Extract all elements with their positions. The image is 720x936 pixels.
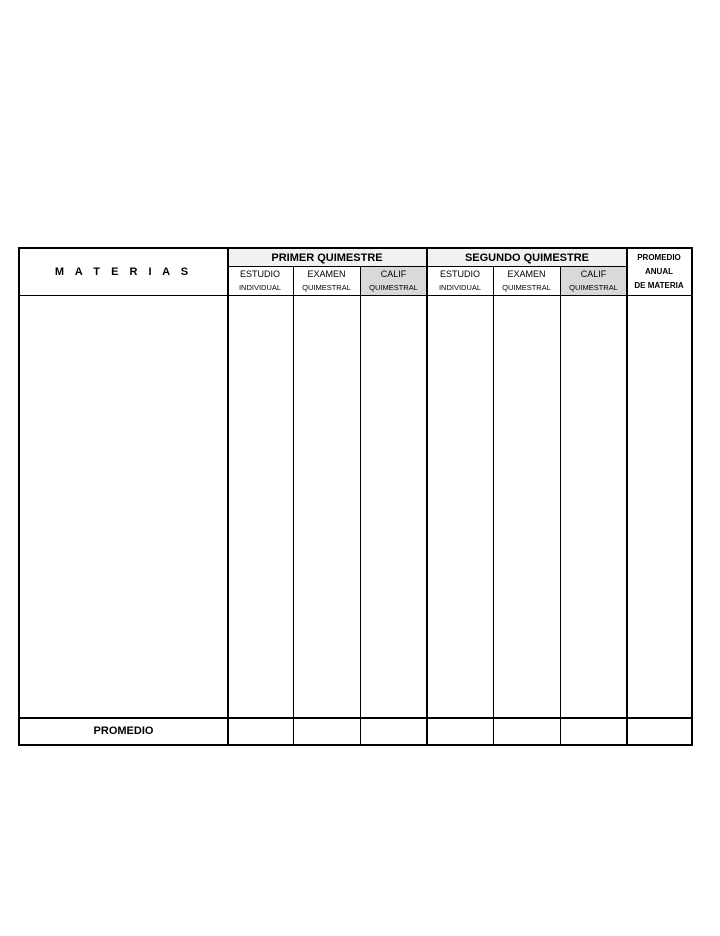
segundo-estudio-individual-header xyxy=(427,266,493,295)
primer-examen-quimestral-header xyxy=(293,266,360,295)
column-divider xyxy=(560,266,561,744)
primer-estudio-individual-header xyxy=(227,266,293,295)
subheader-line2: INDIVIDUAL xyxy=(238,282,282,292)
subheader-line1: ESTUDIO xyxy=(439,268,480,279)
grades-table xyxy=(18,247,693,746)
subheader-line1: EXAMEN xyxy=(507,268,546,279)
subheader-line2: QUIMESTRAL xyxy=(569,282,618,292)
primer-quimestre-header: PRIMER QUIMESTRE xyxy=(227,249,427,266)
header-bottom-rule xyxy=(20,295,691,296)
subheader-line2: QUIMESTRAL xyxy=(502,282,551,292)
promedio-anual-line2: ANUAL xyxy=(645,267,673,276)
subheader-line1: EXAMEN xyxy=(307,268,346,279)
promedio-anual-line3: DE MATERIA xyxy=(634,281,684,290)
column-divider xyxy=(360,266,361,744)
promedio-anual-divider xyxy=(626,249,628,744)
column-divider xyxy=(293,266,294,744)
column-divider xyxy=(493,266,494,744)
promedio-row-top-rule xyxy=(20,717,691,719)
materias-header: M A T E R I A S xyxy=(54,266,193,278)
quimestre-divider xyxy=(426,249,428,744)
segundo-examen-quimestral-header xyxy=(493,266,560,295)
subheader-line2: QUIMESTRAL xyxy=(369,282,418,292)
promedio-row-label: PROMEDIO xyxy=(93,725,154,737)
subheader-line2: QUIMESTRAL xyxy=(302,282,351,292)
subheader-line2: INDIVIDUAL xyxy=(438,282,482,292)
materias-entry-area[interactable] xyxy=(20,296,227,718)
segundo-quimestre-header: SEGUNDO QUIMESTRE xyxy=(427,249,627,266)
primer-calif-quimestral-header xyxy=(360,266,427,295)
subheader-line1: ESTUDIO xyxy=(239,268,280,279)
promedio-anual-line1: PROMEDIO xyxy=(637,253,681,262)
subheader-line1: CALIF xyxy=(580,268,607,279)
materias-column-divider xyxy=(227,249,229,744)
segundo-calif-quimestral-header xyxy=(560,266,627,295)
subheader-line1: CALIF xyxy=(380,268,407,279)
promedio-anual-header xyxy=(627,249,691,295)
